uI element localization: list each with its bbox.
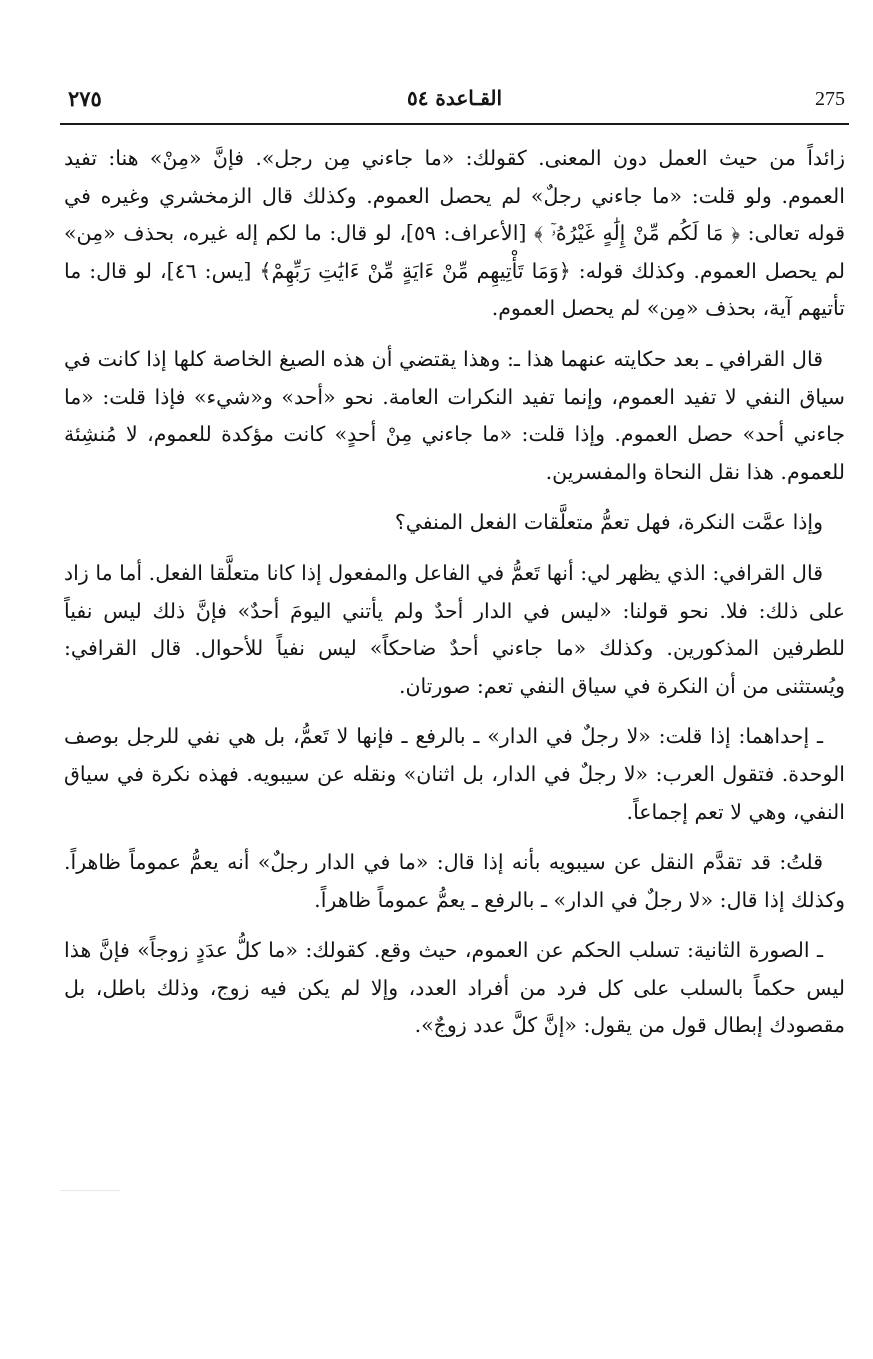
running-title: القـاعدة ٥٤ — [406, 86, 503, 110]
header-rule — [60, 123, 849, 125]
paragraph-6: قلتُ: قد تقدَّم النقل عن سيبويه بأنه إذا قال: «ما في الدار رجلٌ» أنه يعمُّ عموماً ظاهراً. وكذلك إذا قال: «لا رجلٌ في الدار» ـ بالرفع ـ يعمُّ عموماً ظاهراً. — [64, 850, 845, 912]
paragraph-2: قال القرافي ـ بعد حكايته عنهما هذا ـ: وهذا يقتضي أن هذه الصيغ الخاصة كلها إذا كانت في سياق النفي لا تفيد العموم، وإنما تفيد النكرات العامة. نحو «أحد» و«شيء» فإذا قلت: «ما جاءني أحد» حصل العموم. وإذا قلت: «ما جاءني مِنْ أحدٍ» كانت مؤكدة للعموم، لا مُنشِئة للعموم. هذا نقل النحاة والمفسرين. — [64, 346, 845, 484]
paragraph-5: ـ إحداهما: إذا قلت: «لا رجلٌ في الدار» ـ بالرفع ـ فإنها لا تَعمُّ، بل هي نفي للرجل بوصف الوحدة. فتقول العرب: «لا رجلٌ في الدار، بل اثنان» ونقله عن سيبويه. فهذه نكرة في سياق النفي، وهي لا تعم إجماعاً. — [64, 724, 845, 824]
page-header — [60, 84, 849, 124]
paragraph-1: زائداً من حيث العمل دون المعنى. كقولك: «ما جاءني مِن رجل». فإنَّ «مِنْ» هنا: تفيد العموم. ولو قلت: «ما جاءني رجلٌ» لم يحصل العموم. وكذلك قال الزمخشري وغيره في قوله تعالى: ﴿ مَا لَكُم مِّنْ إِلَٰهٍ غَيْرُهُۥٓ ﴾ [الأعراف: ٥٩]، لو قال: ما لكم إله غيره، بحذف «مِن» لم يحصل العموم. وكذلك قوله: ﴿وَمَا تَأْتِيهِم مِّنْ ءَايَةٍ مِّنْ ءَايَٰتِ رَبِّهِمْ﴾ [يس: ٤٦]، لو قال: ما تأتيهم آية، بحذف «مِن» لم يحصل العموم. — [64, 146, 845, 321]
page-number-latin: 275 — [815, 88, 845, 110]
paragraph-7: ـ الصورة الثانية: تسلب الحكم عن العموم، حيث وقع. كقولك: «ما كلُّ عدَدٍ زوجاً» فإنَّ هذا ليس حكماً بالسلب على كل فرد من أفراد العدد، وإلا لم يكن فيه زوج، وذلك باطل، بل مقصودك إبطال قول من يقول: «إنَّ كلَّ عدد زوجٌ». — [64, 938, 845, 1038]
body-text — [64, 140, 845, 1058]
page-number-arabic: ٢٧٥ — [68, 86, 102, 111]
faint-footer-mark — [60, 1190, 120, 1191]
paragraph-4: قال القرافي: الذي يظهر لي: أنها تَعمُّ في الفاعل والمفعول إذا كانا متعلَّقا الفعل. أما ما زاد على ذلك: فلا. نحو قولنا: «ليس في الدار أحدٌ ولم يأتني اليومَ أحدٌ» فإنَّ ذلك ليس نفياً للطرفين المذكورين. وكذلك «ما جاءني أحدٌ ضاحكاً» ليس نفياً للأحوال. قال القرافي: ويُستثنى من أن النكرة في سياق النفي تعم: صورتان. — [64, 560, 845, 698]
paragraph-3: وإذا عمَّت النكرة، فهل تعمُّ متعلَّقات الفعل المنفي؟ — [394, 510, 823, 535]
